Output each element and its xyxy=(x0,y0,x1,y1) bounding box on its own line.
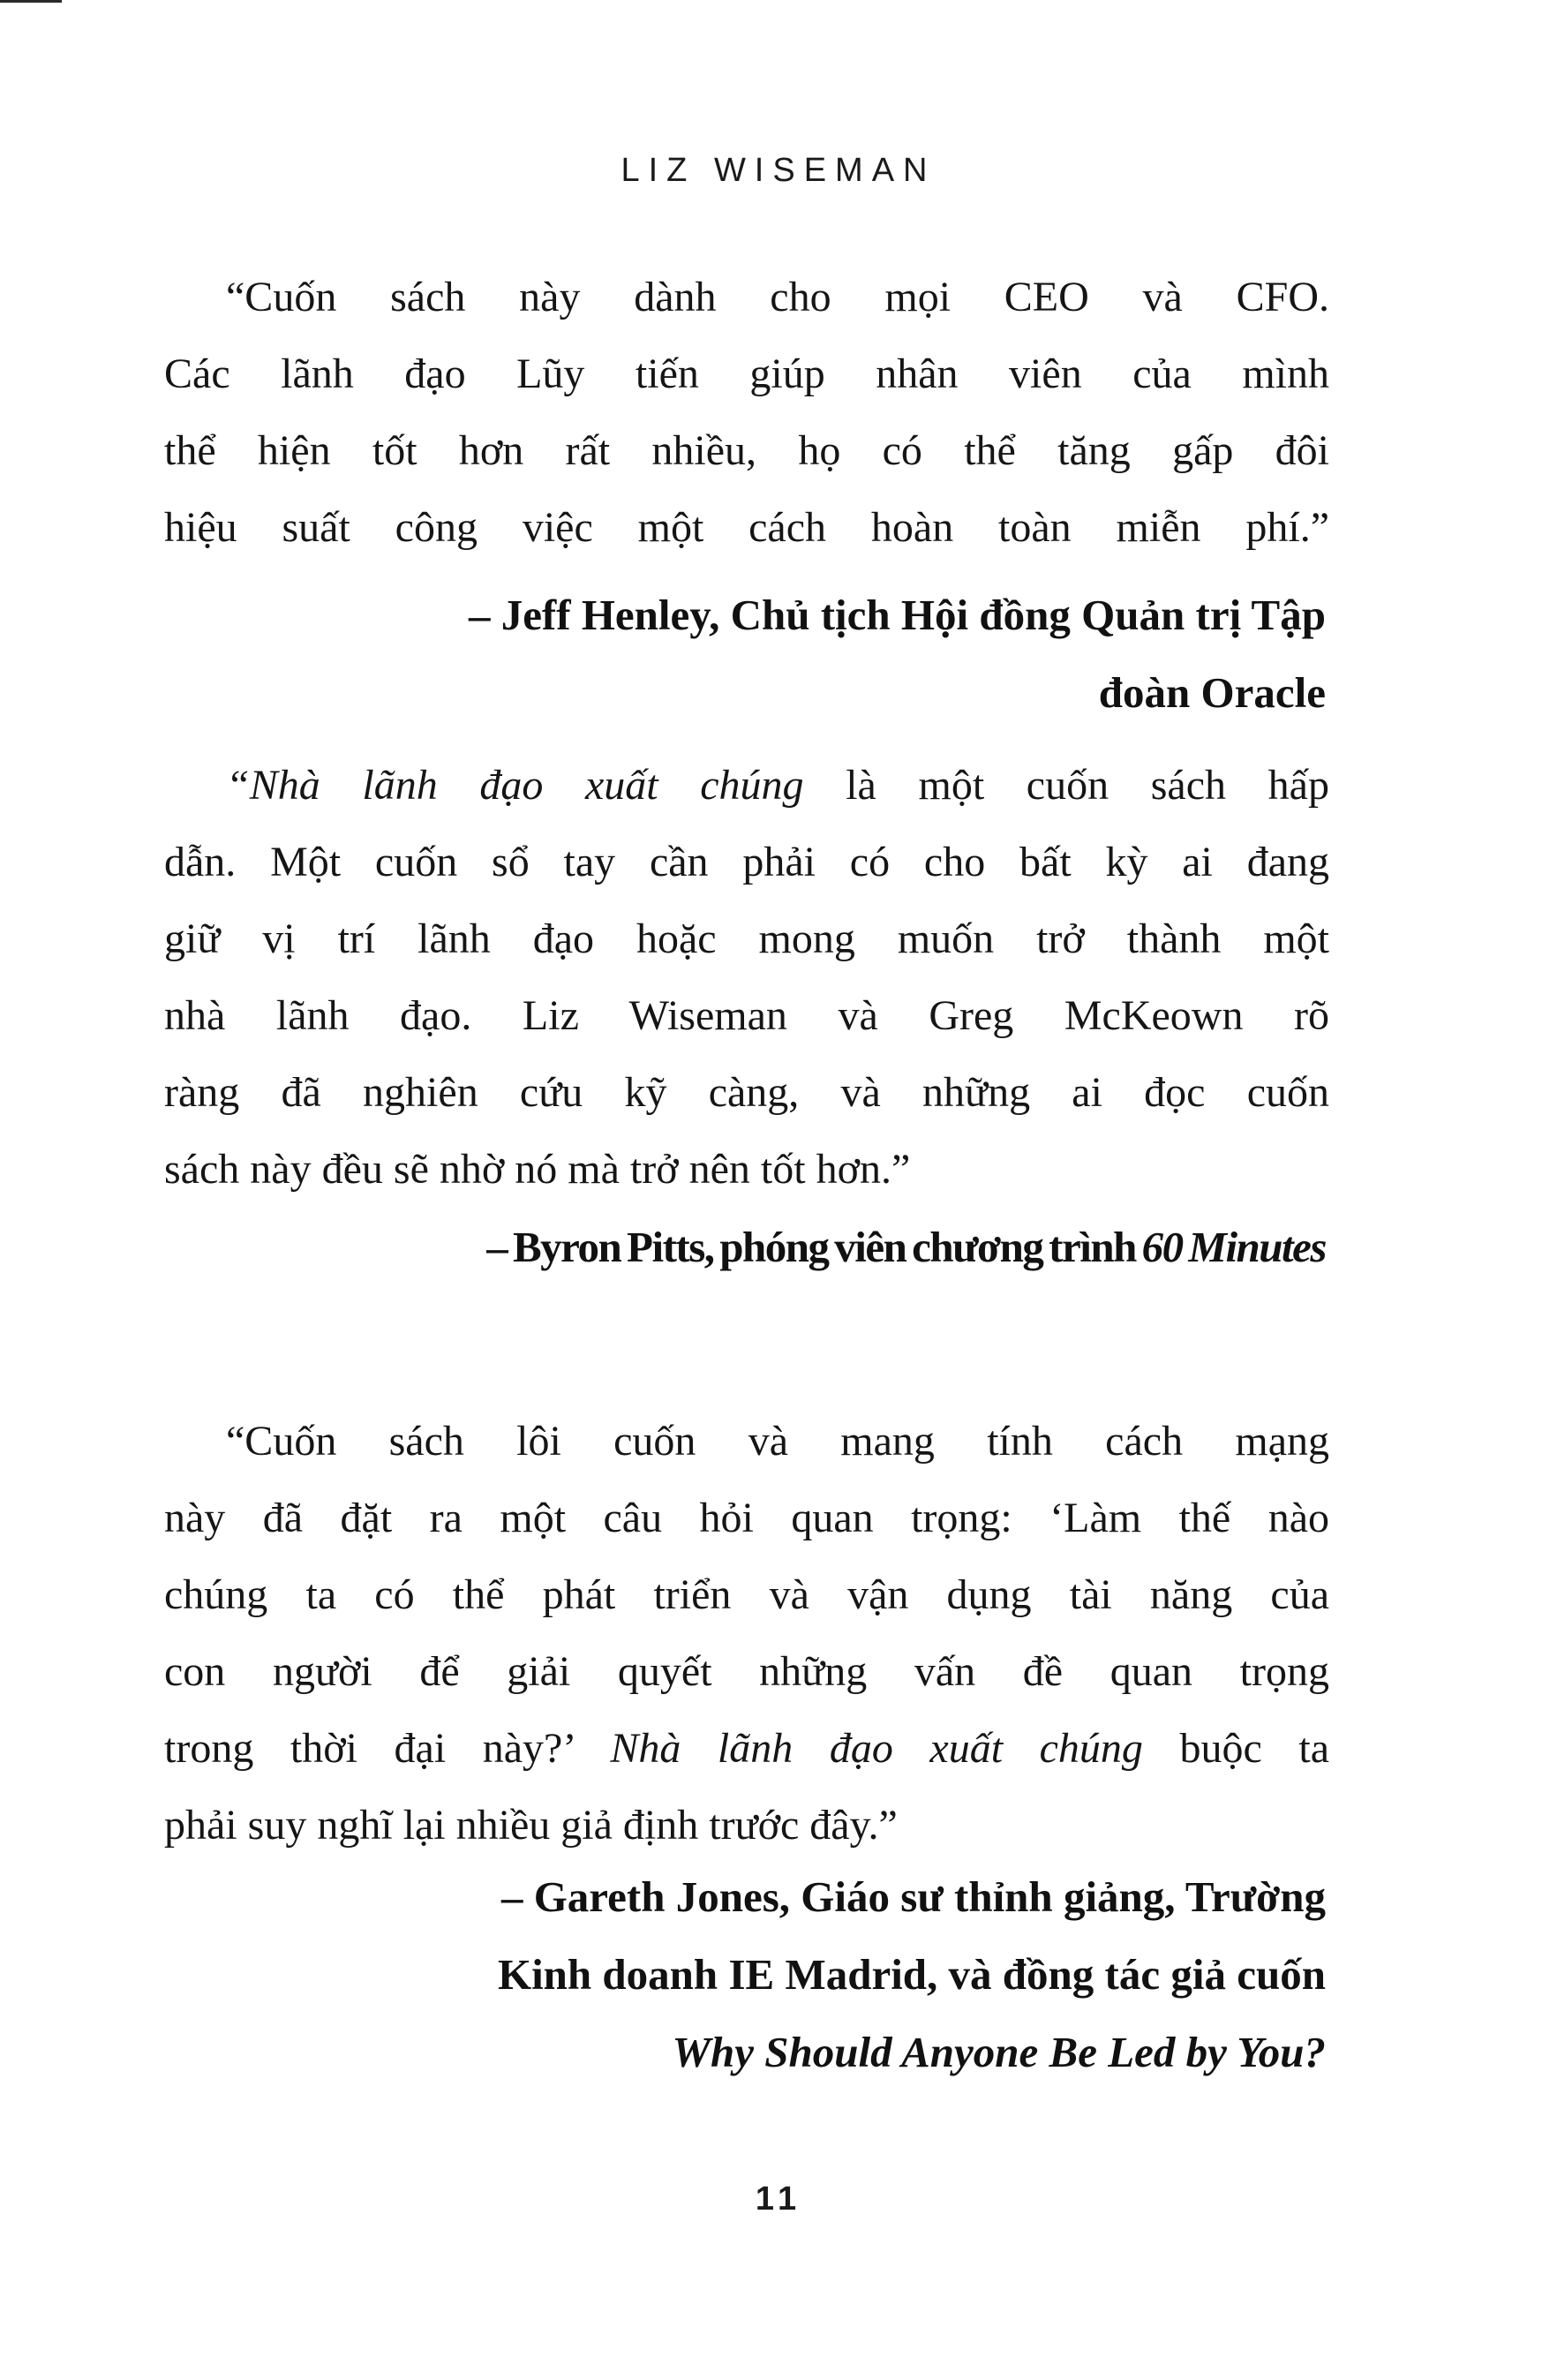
quote-jones xyxy=(164,1403,1329,1864)
page-number: 11 xyxy=(755,2180,802,2218)
scan-edge-mark xyxy=(0,0,62,3)
book-title: Nhà lãnh đạo xuất chúng xyxy=(610,1725,1143,1772)
quote-line: con người để giải quyết những vấn đề quan trọng xyxy=(164,1648,1329,1695)
quote-line: sách này đều sẽ nhờ nó mà trở nên tốt hơn.” xyxy=(164,1146,911,1193)
book-title: Why Should Anyone Be Led by You? xyxy=(672,2028,1326,2076)
quote-line: “Cuốn sách lôi cuốn và mang tính cách mạng xyxy=(226,1418,1329,1465)
quote-line xyxy=(164,1710,1329,1787)
quote-line: phải suy nghĩ lại nhiều giả định trước đây.” xyxy=(164,1802,898,1849)
attribution-line: – Jeff Henley, Chủ tịch Hội đồng Quản trị Tập xyxy=(468,591,1326,639)
quote-line: này đã đặt ra một câu hỏi quan trọng: ‘Làm thế nào xyxy=(164,1495,1329,1541)
quote-text: là một cuốn sách hấp xyxy=(803,762,1329,809)
quote-line: thể hiện tốt hơn rất nhiều, họ có thể tăng gấp đôi xyxy=(164,427,1329,474)
program-title: 60 Minutes xyxy=(1141,1223,1326,1271)
quote-henley xyxy=(164,259,1329,566)
quote-line xyxy=(164,747,1329,824)
quote-line: dẫn. Một cuốn sổ tay cần phải có cho bất kỳ ai đang xyxy=(164,839,1329,885)
attribution-line: Kinh doanh IE Madrid, và đồng tác giả cuốn xyxy=(497,1950,1326,1999)
quote-line: ràng đã nghiên cứu kỹ càng, và những ai đọc cuốn xyxy=(164,1069,1329,1116)
quote-line: chúng ta có thể phát triển và vận dụng tài năng của xyxy=(164,1571,1329,1618)
quote-line: Các lãnh đạo Lũy tiến giúp nhân viên của mình xyxy=(164,350,1329,397)
attribution-line xyxy=(161,1209,1326,1286)
quote-text: trong thời đại này?’ xyxy=(164,1725,611,1772)
quote-text: buộc ta xyxy=(1142,1725,1329,1772)
quote-line: hiệu suất công việc một cách hoàn toàn miễn phí.” xyxy=(164,504,1329,551)
attribution-text: – Byron Pitts, phóng viên chương trình xyxy=(486,1223,1142,1271)
quote-line: nhà lãnh đạo. Liz Wiseman và Greg McKeown rõ xyxy=(164,992,1329,1039)
quote-pitts xyxy=(164,747,1329,1208)
attribution-jones xyxy=(161,1858,1326,2091)
attribution-henley xyxy=(161,576,1326,732)
running-head: LIZ WISEMAN xyxy=(621,152,936,189)
attribution-line: – Gareth Jones, Giáo sư thỉnh giảng, Trường xyxy=(500,1872,1326,1921)
attribution-line: đoàn Oracle xyxy=(1098,668,1326,717)
book-title: “Nhà lãnh đạo xuất chúng xyxy=(226,762,804,809)
quote-line: “Cuốn sách này dành cho mọi CEO và CFO. xyxy=(226,274,1329,320)
quote-line: giữ vị trí lãnh đạo hoặc mong muốn trở thành một xyxy=(164,915,1329,962)
attribution-pitts xyxy=(161,1209,1326,1286)
